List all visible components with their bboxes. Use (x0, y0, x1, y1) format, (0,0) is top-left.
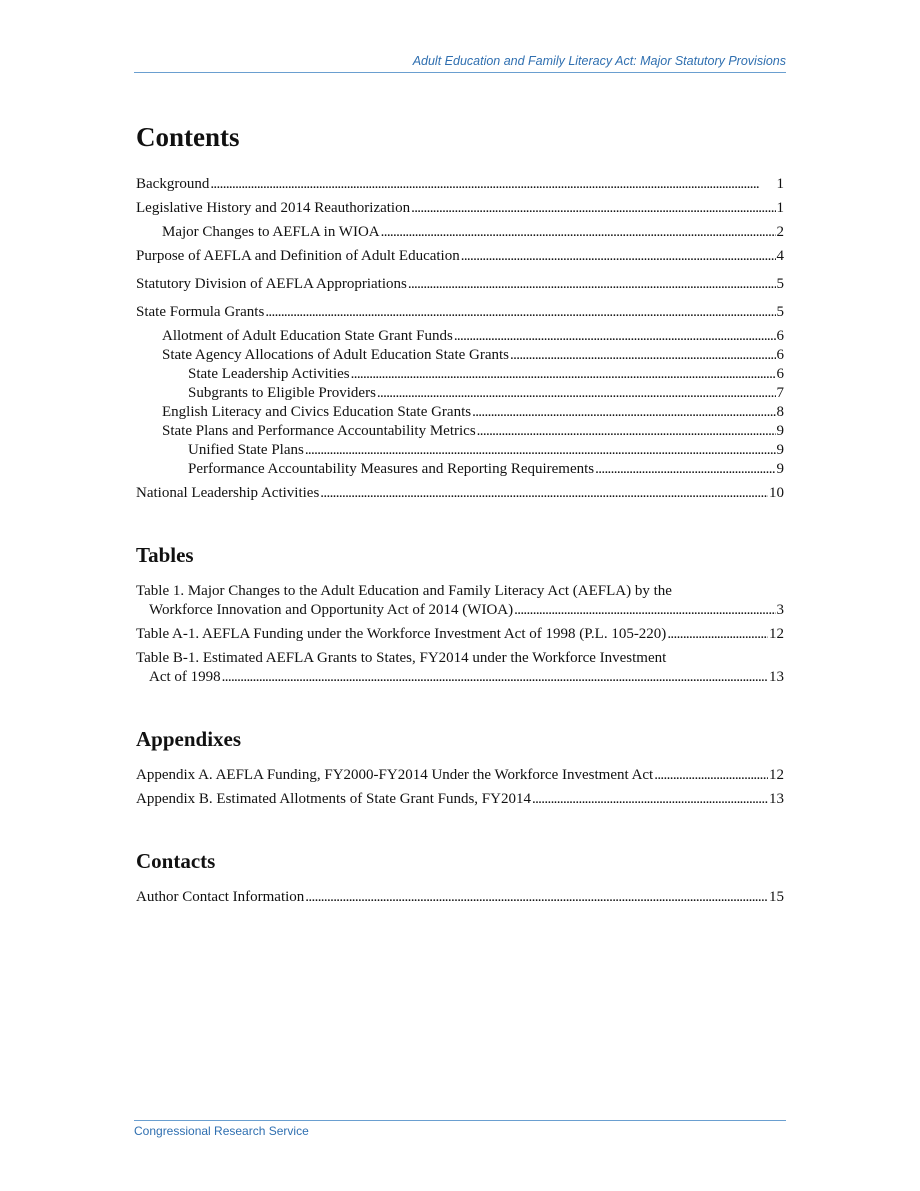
toc-entry-title: Background (136, 176, 210, 192)
dot-leader (667, 625, 768, 644)
dot-leader (210, 175, 775, 194)
toc-entry-title: State Leadership Activities (188, 366, 350, 382)
dot-leader (381, 223, 776, 242)
dot-leader (377, 384, 776, 403)
contents-list (136, 175, 784, 503)
publisher-name: Congressional Research Service (134, 1124, 309, 1138)
toc-entry-page: 12 (769, 626, 784, 642)
toc-entry-page: 1 (776, 200, 784, 216)
toc-entry-title-line-2: Act of 1998 (149, 669, 221, 685)
toc-entry-title-line-1: Table B-1. Estimated AEFLA Grants to States, FY2014 under the Workforce Investment (136, 650, 667, 666)
toc-entry-major-changes[interactable] (162, 223, 784, 242)
toc-entry-table-a1[interactable] (136, 625, 784, 644)
toc-entry-page: 9 (776, 461, 784, 477)
tables-heading: Tables (136, 543, 194, 567)
toc-entry-background[interactable] (136, 175, 784, 194)
dot-leader (532, 790, 768, 809)
contents-heading: Contents (136, 122, 240, 152)
toc-entry-allotment[interactable] (162, 327, 784, 346)
toc-entry-appendix-b[interactable] (136, 790, 784, 809)
toc-entry-state-formula-grants[interactable] (136, 303, 784, 322)
running-header: Adult Education and Family Literacy Act: Major Statutory Provisions (134, 54, 786, 73)
toc-entry-title: Performance Accountability Measures and Reporting Requirements (188, 461, 595, 477)
toc-entry-page: 5 (776, 276, 784, 292)
toc-entry-title-line-1: Table 1. Major Changes to the Adult Education and Family Literacy Act (AEFLA) by the (136, 583, 672, 599)
toc-entry-purpose[interactable] (136, 247, 784, 266)
dot-leader (477, 422, 776, 441)
toc-entry-title: Table A-1. AEFLA Funding under the Workforce Investment Act of 1998 (P.L. 105-220) (136, 626, 667, 642)
toc-entry-title: Statutory Division of AEFLA Appropriations (136, 276, 407, 292)
toc-entry-title: State Formula Grants (136, 304, 265, 320)
toc-entry-title: English Literacy and Civics Education State Grants (162, 404, 472, 420)
dot-leader (411, 199, 775, 218)
appendixes-section (136, 727, 784, 809)
toc-entry-page: 6 (776, 347, 784, 363)
toc-entry-page: 5 (776, 304, 784, 320)
toc-entry-page: 3 (776, 602, 784, 618)
toc-entry-page: 6 (776, 366, 784, 382)
toc-entry-title: Appendix B. Estimated Allotments of State Grant Funds, FY2014 (136, 791, 531, 807)
toc-entry-national-leadership[interactable] (136, 484, 784, 503)
toc-entry-state-agency-allocations[interactable] (162, 346, 784, 365)
tables-section (136, 543, 784, 687)
toc-entry-statutory-division[interactable] (136, 275, 784, 294)
toc-entry-title: Subgrants to Eligible Providers (188, 385, 376, 401)
toc-entry-page: 7 (776, 385, 784, 401)
dot-leader (510, 346, 775, 365)
toc-entry-author-contact[interactable] (136, 888, 784, 907)
toc-entry-title-line-2: Workforce Innovation and Opportunity Act of 2014 (WIOA) (149, 602, 514, 618)
toc-entry-table-b1[interactable] (136, 649, 784, 687)
dot-leader (595, 460, 775, 479)
toc-body (136, 122, 784, 907)
toc-entry-page: 1 (776, 176, 784, 192)
toc-entry-title: Allotment of Adult Education State Grant Funds (162, 328, 453, 344)
toc-entry-performance-measures[interactable] (188, 460, 784, 479)
toc-entry-title: National Leadership Activities (136, 485, 320, 501)
dot-leader (408, 275, 776, 294)
toc-entry-page: 9 (776, 442, 784, 458)
contacts-heading: Contacts (136, 849, 216, 873)
dot-leader (351, 365, 776, 384)
dot-leader (222, 668, 768, 687)
toc-entry-title: Legislative History and 2014 Reauthorization (136, 200, 411, 216)
dot-leader (320, 484, 768, 503)
toc-entry-english-literacy[interactable] (162, 403, 784, 422)
toc-entry-page: 6 (776, 328, 784, 344)
toc-entry-page: 4 (776, 248, 784, 264)
toc-entry-page: 2 (776, 224, 784, 240)
toc-entry-title: Author Contact Information (136, 889, 305, 905)
dot-leader (514, 601, 775, 620)
toc-entry-table-1[interactable] (136, 582, 784, 620)
dot-leader (454, 327, 776, 346)
dot-leader (305, 441, 776, 460)
toc-entry-page: 8 (776, 404, 784, 420)
toc-entry-title: State Agency Allocations of Adult Education State Grants (162, 347, 510, 363)
dot-leader (305, 888, 768, 907)
dot-leader (265, 303, 775, 322)
toc-entry-legislative-history[interactable] (136, 199, 784, 218)
toc-entry-subgrants[interactable] (188, 384, 784, 403)
toc-entry-page: 13 (769, 791, 784, 807)
toc-entry-page: 10 (769, 485, 784, 501)
dot-leader (461, 247, 776, 266)
toc-entry-state-plans[interactable] (162, 422, 784, 441)
toc-entry-state-leadership[interactable] (188, 365, 784, 384)
toc-entry-title: Purpose of AEFLA and Definition of Adult Education (136, 248, 460, 264)
toc-entry-page: 13 (769, 669, 784, 685)
toc-entry-unified-state-plans[interactable] (188, 441, 784, 460)
toc-entry-page: 15 (769, 889, 784, 905)
toc-entry-page: 9 (776, 423, 784, 439)
contacts-section (136, 849, 784, 907)
toc-entry-appendix-a[interactable] (136, 766, 784, 785)
dot-leader (654, 766, 768, 785)
toc-entry-title: Appendix A. AEFLA Funding, FY2000-FY2014 Under the Workforce Investment Act (136, 767, 654, 783)
page-footer (134, 1120, 786, 1138)
dot-leader (472, 403, 775, 422)
toc-entry-title: Major Changes to AEFLA in WIOA (162, 224, 380, 240)
toc-entry-title: Unified State Plans (188, 442, 304, 458)
appendixes-heading: Appendixes (136, 727, 242, 751)
toc-entry-page: 12 (769, 767, 784, 783)
toc-entry-title: State Plans and Performance Accountability Metrics (162, 423, 476, 439)
